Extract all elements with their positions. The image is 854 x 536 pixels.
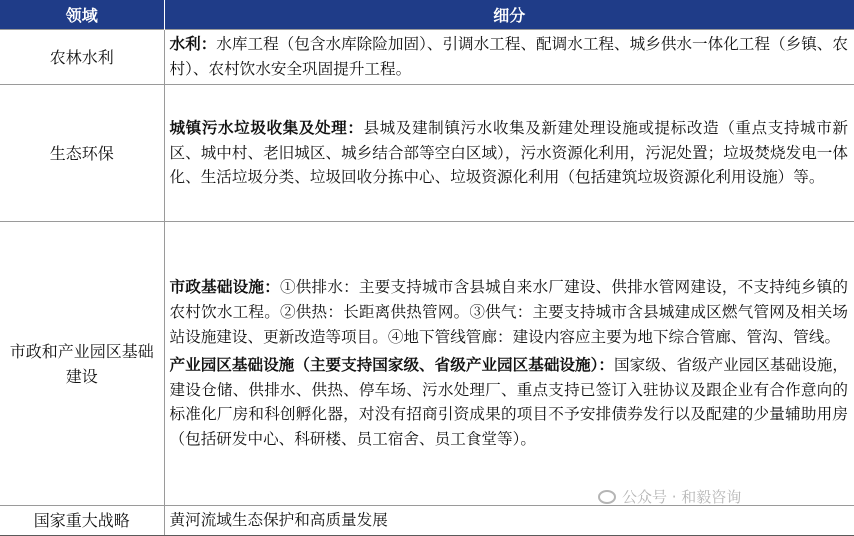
detail-item (170, 274, 849, 350)
table-row (0, 506, 854, 536)
detail-item (170, 507, 849, 534)
detail-item (170, 352, 849, 452)
detail-lead: 市政基础设施： (169, 277, 280, 297)
detail-lead: 产业园区基础设施（主要支持国家级、省级产业园区基础设施）： (169, 355, 615, 375)
table-row (0, 30, 854, 85)
detail-text: 县城及建制镇污水收集及新建处理设施或提标改造（重点支持城市新区、城中村、老旧城区、城乡结合部等空白区域），污水资源化利用，污泥处置；垃圾焚烧发电一体化、生活垃圾分类、垃圾回收分拣中心、垃圾资源化利用（包括建筑垃圾资源化利用设施）等。 (169, 119, 848, 187)
detail-text: 国家级、省级产业园区基础设施，建设仓储、供排水、供热、停车场、污水处理厂、重点支持已签订入驻协议及跟企业有合作意向的标准化厂房和科创孵化器，对没有招商引资成果的项目不予安排债券发行以及配建的少量辅助用房（包括研发中心、科研楼、员工宿舍、员工食堂等）。 (169, 356, 848, 448)
watermark-label: 公众号 · 和毅咨询 (622, 488, 742, 506)
domain-cell: 生态环保 (0, 85, 164, 222)
domain-cell: 市政和产业园区基础建设 (0, 222, 164, 506)
detail-lead: 城镇污水垃圾收集及处理： (169, 118, 364, 138)
detail-cell (164, 222, 854, 506)
detail-item (170, 31, 849, 82)
detail-item (170, 115, 849, 191)
table-row (0, 85, 854, 222)
detail-cell (164, 30, 854, 85)
header-domain: 领域 (0, 0, 164, 30)
header-detail: 细分 (164, 0, 854, 30)
wechat-icon (598, 490, 616, 504)
domain-cell: 农林水利 (0, 30, 164, 85)
detail-cell (164, 85, 854, 222)
detail-text: 水库工程（包含水库除险加固）、引调水工程、配调水工程、城乡供水一体化工程（乡镇、农村）、农村饮水安全巩固提升工程。 (169, 35, 848, 78)
domain-cell: 国家重大战略 (0, 506, 164, 536)
detail-lead: 水利： (169, 34, 217, 54)
table-header-row (0, 0, 854, 30)
table-row (0, 222, 854, 506)
detail-text: 黄河流域生态保护和高质量发展 (169, 511, 388, 530)
detail-text: ①供排水：主要支持城市含县城自来水厂建设、供排水管网建设，不支持纯乡镇的农村饮水工程。②供热：长距离供热管网。③供气：主要支持城市含县城建成区燃气管网及相关场站设施建设、更新改造等项目。④地下管线管廊：建设内容应主要为地下综合管廊、管沟、管线。 (169, 278, 848, 346)
detail-cell (164, 506, 854, 536)
watermark (598, 486, 741, 507)
